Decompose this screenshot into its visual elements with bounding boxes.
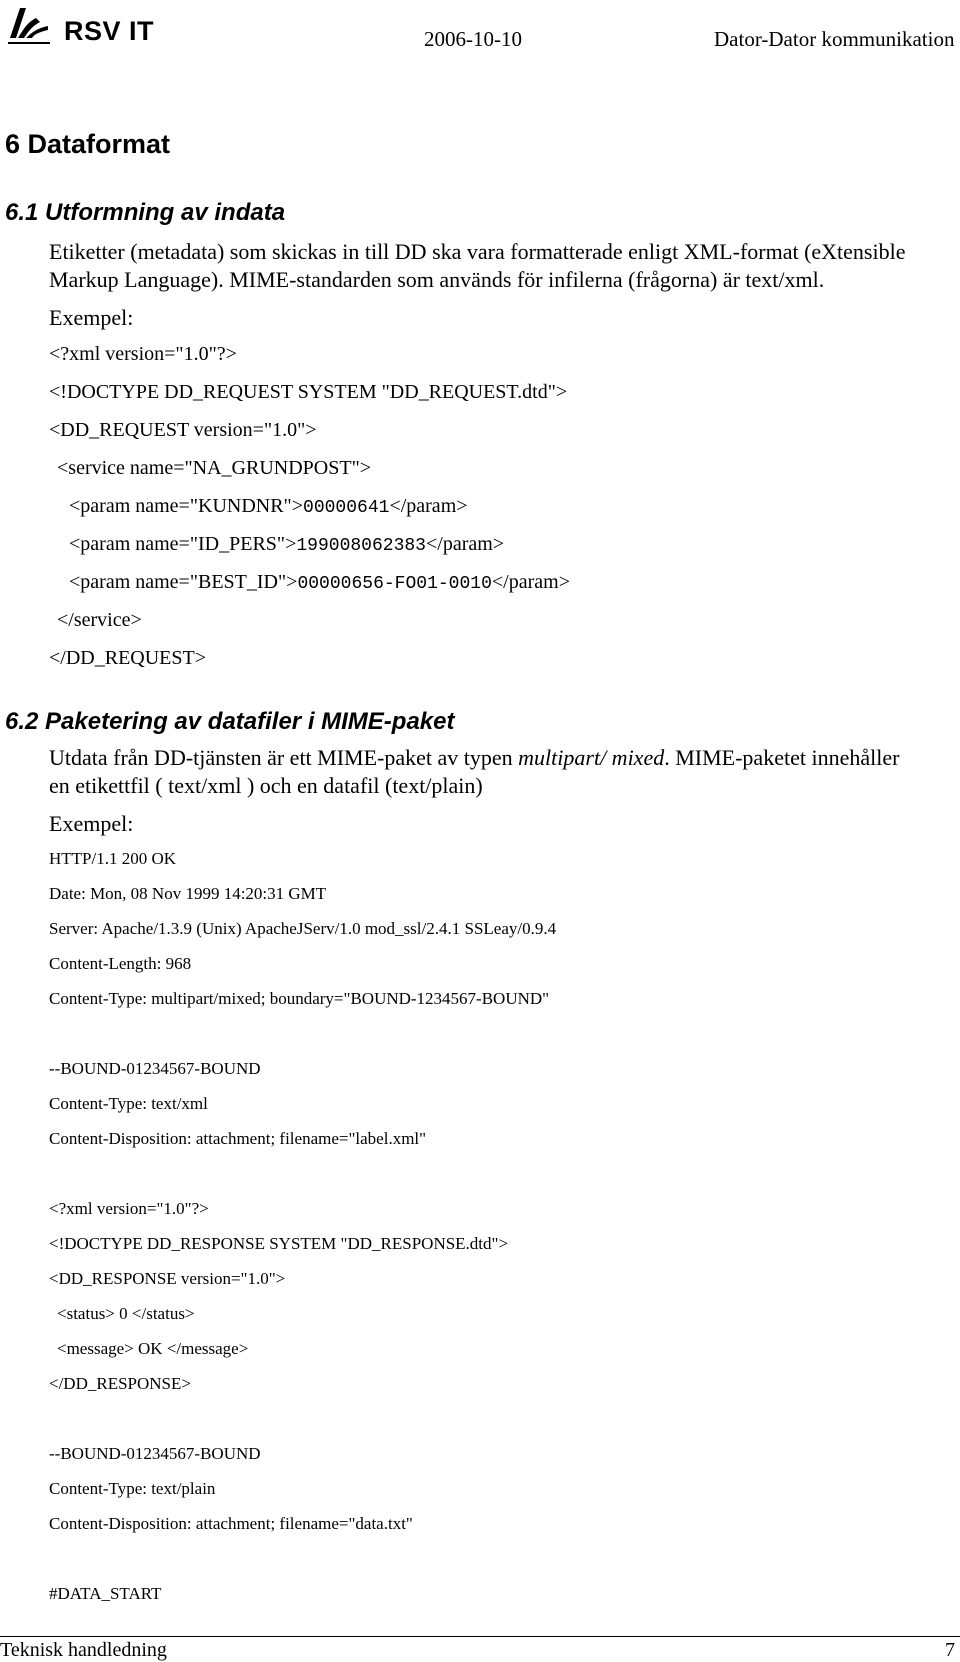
response-line: Date: Mon, 08 Nov 1999 14:20:31 GMT [49, 884, 327, 903]
footer-page-number: 7 [945, 1639, 955, 1661]
request-root-close: </DD_REQUEST> [49, 647, 207, 669]
section-6-1-heading: 6.1 Utformning av indata [5, 199, 286, 226]
header-title: Dator-Dator kommunikation [714, 27, 955, 51]
section-6-1-paragraph-line2: Markup Language). MIME-standarden som används för infilerna (frågorna) är text/xml. [49, 267, 825, 292]
response-line: </DD_RESPONSE> [49, 1374, 191, 1393]
request-service-close: </service> [57, 609, 142, 631]
request-param-id-pers: <param name="ID_PERS">199008062383</param> [69, 533, 505, 556]
response-line: Content-Type: multipart/mixed; boundary="BOUND-1234567-BOUND" [49, 989, 550, 1008]
response-line: <?xml version="1.0"?> [49, 1199, 209, 1218]
response-line: Content-Type: text/plain [49, 1479, 216, 1498]
request-param-kundnr: <param name="KUNDNR">00000641</param> [69, 495, 468, 518]
response-line: --BOUND-01234567-BOUND [49, 1444, 261, 1463]
response-line: Server: Apache/1.3.9 (Unix) ApacheJServ/1.0 mod_ssl/2.4.1 SSLeay/0.9.4 [49, 919, 557, 938]
rsv-logo-icon [6, 2, 52, 46]
response-line: <message> OK </message> [57, 1339, 249, 1358]
footer-document-name: Teknisk handledning [0, 1639, 167, 1661]
header-date: 2006-10-10 [424, 27, 522, 51]
request-param-best-id: <param name="BEST_ID">00000656-FO01-0010</param> [69, 571, 570, 594]
response-line: <DD_RESPONSE version="1.0"> [49, 1269, 286, 1288]
section-6-2-paragraph-line1: Utdata från DD-tjänsten är ett MIME-paket av typen multipart/ mixed. MIME-paketet innehåller [49, 745, 900, 770]
example-label: Exempel: [49, 305, 134, 330]
response-line: Content-Disposition: attachment; filename="label.xml" [49, 1129, 427, 1148]
request-root-open: <DD_REQUEST version="1.0"> [49, 419, 317, 441]
response-line: <status> 0 </status> [57, 1304, 195, 1323]
section-6-2-paragraph-line2: en etikettfil ( text/xml ) och en datafil (text/plain) [49, 773, 483, 798]
response-line: <!DOCTYPE DD_RESPONSE SYSTEM "DD_RESPONSE.dtd"> [49, 1234, 509, 1253]
example-label-2: Exempel: [49, 811, 134, 836]
response-line: HTTP/1.1 200 OK [49, 849, 177, 868]
brand-name: RSV IT [64, 16, 155, 46]
request-doctype: <!DOCTYPE DD_REQUEST SYSTEM "DD_REQUEST.dtd"> [49, 381, 568, 403]
response-line: Content-Disposition: attachment; filename="data.txt" [49, 1514, 413, 1533]
response-line: Content-Length: 968 [49, 954, 192, 973]
response-line: --BOUND-01234567-BOUND [49, 1059, 261, 1078]
section-6-heading: 6 Dataformat [5, 129, 171, 159]
request-xml-declaration: <?xml version="1.0"?> [49, 343, 237, 365]
section-6-2-heading: 6.2 Paketering av datafiler i MIME-paket [5, 708, 455, 735]
response-line: Content-Type: text/xml [49, 1094, 208, 1113]
response-line: #DATA_START [49, 1584, 162, 1603]
request-service-open: <service name="NA_GRUNDPOST"> [57, 457, 372, 479]
footer-divider [0, 1636, 960, 1637]
section-6-1-paragraph-line1: Etiketter (metadata) som skickas in till DD ska vara formatterade enligt XML-format (eXtensible [49, 239, 906, 264]
